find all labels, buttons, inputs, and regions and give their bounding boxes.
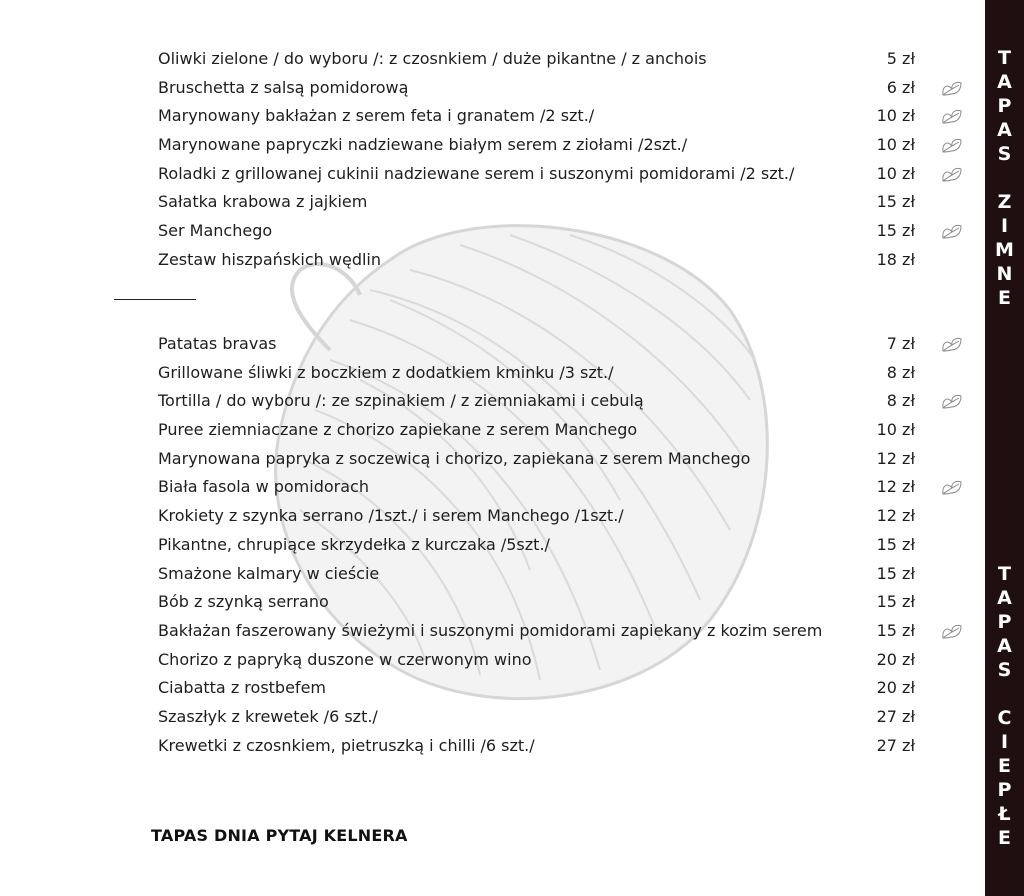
dish-name: Grillowane śliwki z boczkiem z dodatkiem kminku /3 szt./ [158, 362, 614, 382]
dish-price: 12 zł [876, 448, 915, 468]
leaf-icon [940, 80, 964, 97]
dish-name: Puree ziemniaczane z chorizo zapiekane z serem Manchego [158, 420, 638, 440]
list-item [158, 646, 978, 675]
dish-name: Ser Manchego [158, 221, 273, 241]
dish-price: 8 zł [886, 362, 915, 382]
dish-name: Marynowany bakłażan z serem feta i granatem /2 szt./ [158, 106, 595, 126]
leaf-icon [940, 108, 964, 125]
sidebar-letter: A [997, 71, 1012, 93]
dish-price: 27 zł [876, 706, 915, 726]
category-sidebar [985, 0, 1024, 896]
dish-name: Roladki z grillowanej cukinii nadziewane serem i suszonymi pomidorami /2 szt./ [158, 163, 795, 183]
list-item [158, 416, 978, 445]
dish-name: Szaszłyk z krewetek /6 szt./ [158, 706, 378, 726]
sidebar-letter: P [997, 95, 1012, 117]
dish-price: 15 zł [876, 192, 915, 212]
sidebar-label-hot [985, 562, 1024, 850]
sidebar-letter: T [998, 563, 1011, 585]
dish-price: 15 zł [876, 620, 915, 640]
dish-price: 12 zł [876, 506, 915, 526]
dish-price: 15 zł [876, 563, 915, 583]
cold-tapas-list [158, 45, 978, 275]
dish-price: 8 zł [886, 391, 915, 411]
list-item [158, 359, 978, 388]
leaf-icon [940, 479, 964, 496]
sidebar-letter: S [997, 143, 1012, 165]
sidebar-letter: M [995, 239, 1014, 261]
leaf-icon [940, 166, 964, 183]
sidebar-letter: Z [997, 191, 1012, 213]
dish-name: Marynowane papryczki nadziewane białym serem z ziołami /2szt./ [158, 135, 688, 155]
dish-name: Bakłażan faszerowany świeżymi i suszonymi pomidorami zapiekany z kozim serem [158, 620, 823, 640]
dish-name: Patatas bravas [158, 334, 277, 353]
dish-price: 15 zł [876, 592, 915, 612]
sidebar-letter: E [998, 755, 1011, 777]
leaf-icon [940, 223, 964, 240]
sidebar-letter: N [996, 263, 1013, 285]
dish-name: Tortilla / do wyboru /: ze szpinakiem / z ziemniakami i cebulą [158, 391, 644, 411]
dish-name: Bruschetta z salsą pomidorową [158, 77, 409, 97]
list-item [158, 246, 978, 275]
leaf-icon [940, 336, 964, 353]
list-item [158, 74, 978, 103]
dish-price: 15 zł [876, 221, 915, 241]
sidebar-letter: P [997, 611, 1012, 633]
sidebar-label-cold [985, 46, 1024, 310]
sidebar-letter: Ł [998, 803, 1011, 825]
list-item [158, 617, 978, 646]
dish-name: Zestaw hiszpańskich wędlin [158, 249, 381, 269]
list-item [158, 188, 978, 217]
dish-name: Sałatka krabowa z jajkiem [158, 192, 368, 212]
leaf-icon [940, 623, 964, 640]
sidebar-letter: E [998, 287, 1011, 309]
dish-price: 18 zł [876, 249, 915, 269]
hot-tapas-list [158, 330, 978, 760]
dish-price: 20 zł [876, 678, 915, 698]
dish-name: Oliwki zielone / do wyboru /: z czosnkiem / duże pikantne / z anchois [158, 49, 707, 68]
dish-price: 27 zł [876, 735, 915, 755]
dish-name: Krokiety z szynka serrano /1szt./ i serem Manchego /1szt./ [158, 506, 624, 526]
sidebar-letter: A [997, 119, 1012, 141]
list-item [158, 45, 978, 74]
dish-price: 6 zł [886, 77, 915, 97]
dish-price: 20 zł [876, 649, 915, 669]
dish-name: Ciabatta z rostbefem [158, 678, 326, 698]
dish-name: Biała fasola w pomidorach [158, 477, 369, 497]
dish-name: Krewetki z czosnkiem, pietruszką i chilli /6 szt./ [158, 735, 535, 755]
dish-name: Bób z szynką serrano [158, 592, 329, 612]
list-item [158, 531, 978, 560]
section-divider [114, 299, 196, 300]
list-item [158, 131, 978, 160]
daily-tapas-note: TAPAS DNIA PYTAJ KELNERA [151, 826, 408, 845]
leaf-icon [940, 137, 964, 154]
dish-price: 10 zł [876, 163, 915, 183]
sidebar-letter: I [1000, 731, 1009, 753]
dish-price: 5 zł [886, 49, 915, 68]
sidebar-letter: A [997, 635, 1012, 657]
list-item [158, 560, 978, 589]
list-item [158, 217, 978, 246]
list-item [158, 330, 978, 359]
dish-name: Smażone kalmary w cieście [158, 563, 380, 583]
sidebar-letter: I [1000, 215, 1009, 237]
dish-name: Pikantne, chrupiące skrzydełka z kurczaka /5szt./ [158, 534, 550, 554]
dish-price: 10 zł [876, 135, 915, 155]
dish-name: Chorizo z papryką duszone w czerwonym wino [158, 649, 532, 669]
sidebar-letter: A [997, 587, 1012, 609]
dish-price: 10 zł [876, 420, 915, 440]
dish-price: 12 zł [876, 477, 915, 497]
dish-price: 15 zł [876, 534, 915, 554]
sidebar-letter: T [998, 47, 1011, 69]
dish-name: Marynowana papryka z soczewicą i chorizo, zapiekana z serem Manchego [158, 448, 751, 468]
list-item [158, 703, 978, 732]
list-item [158, 674, 978, 703]
sidebar-letter: P [997, 779, 1012, 801]
list-item [158, 502, 978, 531]
leaf-icon [940, 393, 964, 410]
dish-price: 7 zł [886, 334, 915, 353]
list-item [158, 732, 978, 761]
sidebar-letter: C [997, 707, 1012, 729]
sidebar-letter: E [998, 827, 1011, 849]
list-item [158, 160, 978, 189]
sidebar-letter: S [997, 659, 1012, 681]
list-item [158, 588, 978, 617]
list-item [158, 445, 978, 474]
list-item [158, 387, 978, 416]
list-item [158, 473, 978, 502]
dish-price: 10 zł [876, 106, 915, 126]
list-item [158, 102, 978, 131]
